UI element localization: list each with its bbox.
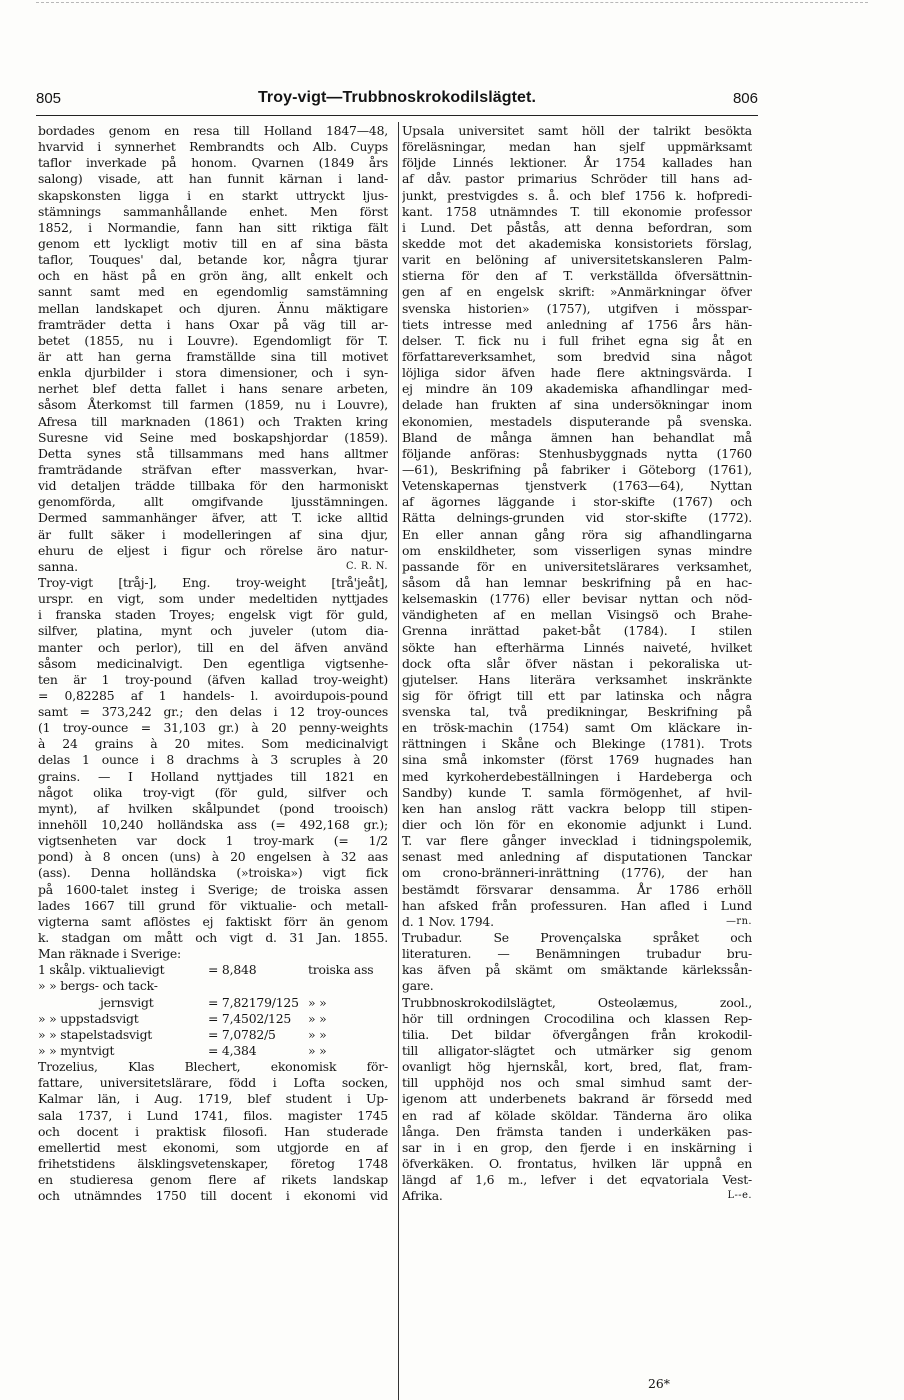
text-line: hör till ordningen Crocodilina och klassen Rep- [402, 1010, 752, 1026]
text-line: längd af 1,6 m., lefver i det eqvatoriala Vest- [402, 1172, 752, 1188]
page-signature: 26* [648, 1376, 670, 1391]
text-line: Kalmar län, i Aug. 1719, blef student i Up- [38, 1091, 388, 1107]
weight-table-row: » » uppstadsvigt = 7,4502/125 » » [38, 1010, 327, 1026]
text-line: bordades genom en resa till Holland 1847—48, [38, 123, 388, 138]
text-line: kelsemaskin (1776) eller bevisar nyttan och nöd- [402, 591, 752, 607]
text-line: till alligator-slägtet och utmärker sig genom [402, 1043, 752, 1059]
text-line: vid detaljen trädde tillbaka för den harmoniskt [38, 478, 388, 494]
text-line: Afrika. L--e. [402, 1188, 752, 1204]
text-line: passande för en universitetslärares verksamhet, [402, 558, 752, 574]
text-line: dier och lön för en ekonomie adjunkt i Lund. [402, 817, 752, 833]
author-signature: C. R. N. [345, 560, 388, 572]
text-line: (1 troy-ounce = 31,103 gr.) à 20 penny-weights [38, 720, 388, 736]
text-line: Upsala universitet samt höll der talrikt besökta [402, 123, 752, 138]
text-line: varit en belöning af universitetskansleren Palm- [402, 252, 752, 268]
text-line: k. stadgan om mått och vigt d. 31 Jan. 1855. [38, 930, 388, 946]
text-line: hvarvid i synnerhet Rembrandts och Alb. Cuyps [38, 139, 388, 155]
text-line: vändigheten af en mellan Visingsö och Brahe- [402, 607, 752, 623]
text-line: en trösk-machin (1754) samt Om kläckare in- [402, 720, 752, 736]
text-line: svenska tal, två predikningar, Beskrifning på [402, 704, 752, 720]
text-line: såsom då han lemnar beskrifning på en hac- [402, 574, 752, 590]
text-line: kas äfven på skämt om smäktande kärlekssån- [402, 962, 752, 978]
text-line: emellertid mest ekonomi, som utgjorde en af [38, 1139, 388, 1155]
text-line: stierna för den af T. verkställda öfversättnin- [402, 268, 752, 284]
text-line: en studieresa genom flere af rikets landskap [38, 1172, 388, 1188]
weight-table-row: » » myntvigt = 4,384 » » [38, 1043, 327, 1059]
entry-trubadur: Trubadur. Se Provençalska språket och [402, 930, 752, 946]
text-line: såsom medicinalvigt. Den egentliga vigtsenhe- [38, 655, 388, 671]
text-line: ekonomien, mestadels disputerande på svenska. [402, 413, 752, 429]
text-line: han afsked från professuren. Han afled i Lund [402, 897, 752, 913]
text-line: på 1600-talet insteg i Sverige; de troiska assen [38, 881, 388, 897]
text-line: i Lund. Det påstås, att denna befordran, som [402, 219, 752, 235]
weight-table-row: 1 skålp. viktualievigt = 8,848 troiska ass [38, 962, 374, 978]
text-line: dock ofta slår öfver nästan i pekoraliska ut- [402, 655, 752, 671]
text-line: fattare, universitetslärare, född i Lofta socken, [38, 1075, 388, 1091]
weight-table-row: » » stapelstadsvigt = 7,0782/5 » » [38, 1026, 327, 1042]
text-line: gare. [402, 978, 434, 994]
text-line: nerhet blef detta fallet i hans senare arbeten, [38, 381, 388, 397]
text-line: vigterna samt aflöstes ej faktiskt förr än genom [38, 913, 388, 929]
text-line: En eller annan gång röra sig afhandlingarna [402, 526, 752, 542]
author-signature: —rn. [726, 915, 752, 927]
text-line: långa. Den främsta tanden i underkäken pas- [402, 1123, 752, 1139]
text-line: literaturen. — Benämningen trubadur bru- [402, 946, 752, 962]
text-line: enkla djurbilder i stora dimensioner, och i syn- [38, 365, 388, 381]
text-line: Man räknade i Sverige: [38, 946, 182, 962]
text-line: innehöll 10,240 holländska ass (= 492,168 gr.); [38, 817, 388, 833]
text-line: bestämdt försvarar densamma. År 1786 erhöll [402, 881, 752, 897]
page-number-right: 806 [732, 90, 758, 107]
text-line: delas 1 ounce i 8 drachms à 3 scruples à 20 [38, 752, 388, 768]
text-line: af ägornes läggande i stor-skifte (1767) och [402, 494, 752, 510]
text-line: sar in i en grop, den fjerde i en inskärning i [402, 1139, 752, 1155]
text-line: i franska staden Troyes; engelsk vigt för guld, [38, 607, 388, 623]
text-line: taflor inverkade på honom. Qvarnen (1849 års [38, 155, 388, 171]
text-line: ten är 1 troy-pound (äfven kallad troy-weight) [38, 671, 388, 687]
text-line: genomförda, allt omgifvande ljusstämningen. [38, 494, 388, 510]
text-line: löjliga sidor äfven hade flere aktningsvärda. I [402, 365, 752, 381]
text-line: sökte han efterhärma Linnés naiveté, hvilket [402, 639, 752, 655]
text-line: samt = 373,242 gr.; den delas i 12 troy-ounces [38, 704, 388, 720]
entry-trozelius: Trozelius, Klas Blechert, ekonomisk för- [38, 1059, 388, 1075]
text-line: genom ett lyckligt motiv till en af sina bästa [38, 235, 388, 251]
text-line: grains. — I Holland nyttjades till 1821 en [38, 768, 388, 784]
text-line: lades 1667 till grund för viktualie- och metall- [38, 897, 388, 913]
text-line: vigtsenheten var dock 1 troy-mark (= 1/2 [38, 833, 388, 849]
text-line: med kyrkoherdebeställningen i Hardeberga och [402, 768, 752, 784]
text-line: gen af en engelsk skrift: »Anmärkningar öfver [402, 284, 752, 300]
text-line: ehuru de eljest i figur och rörelse äro natur- [38, 542, 388, 558]
text-line: = 0,82285 af 1 handels- l. avoirdupois-pound [38, 687, 388, 703]
text-line: öfverkäken. O. frontatus, hvilken lär uppnå en [402, 1156, 752, 1171]
text-line: ovanligt hög hjernskål, kort, bred, flat, fram- [402, 1059, 752, 1075]
weight-table-row: » » bergs- och tack- [38, 978, 158, 994]
text-line: Grenna inrättad paket-båt (1784). I stilen [402, 623, 752, 639]
text-line: tiets intresse med anledning af 1756 års hän- [402, 316, 752, 332]
text-line: och docent i praktisk filosofi. Han studerade [38, 1123, 388, 1139]
column-divider [398, 122, 399, 1400]
text-line: ej mindre än 109 akademiska afhandlingar med- [402, 381, 752, 397]
text-line: rättningen i Skåne och Blekinge (1781). Trots [402, 736, 752, 752]
text-line: junkt, prestvigdes s. å. och blef 1756 k. hofpredi- [402, 187, 752, 203]
text-line: följande anföras: Stenhusbyggnads nytta (1760 [402, 445, 752, 461]
text-line: sala 1737, i Lund 1741, filos. magister 1745 [38, 1107, 388, 1123]
text-line: Suresne vid Seine med boskapshjordar (1859). [38, 429, 388, 445]
text-line: skedde mot det akademiska konsistoriets förslag, [402, 235, 752, 251]
text-line: frihetstidens älsklingsvetenskaper, företog 1748 [38, 1156, 388, 1171]
weight-table-row: jernsvigt = 7,82179/125 » » [100, 994, 327, 1010]
left-column [38, 123, 388, 1204]
text-line: —61), Beskrifning på fabriker i Göteborg (1761), [402, 461, 752, 477]
text-line: Sandby) kunde T. samla förmögenhet, af hvil- [402, 784, 752, 800]
text-line: betet (1855, nu i Louvre). Egendomligt för T. [38, 332, 388, 348]
text-line: senast med anledning af disputationen Tanckar [402, 849, 752, 865]
text-line: taflor, Touques' dal, betande kor, några tjurar [38, 252, 388, 268]
text-line: är fullt säker i modelleringen af sina djur, [38, 526, 388, 542]
text-line: tilia. Det bildar öfvergången från krokodil- [402, 1026, 752, 1042]
text-line: något olika troy-vigt (för guld, silfver och [38, 784, 388, 800]
text-line: stämnings sammanhållande enhet. Men först [38, 203, 388, 219]
text-line: sannt samt med en egendomlig samstämning [38, 284, 388, 300]
text-line: ken han anslog rätt vackra belopp till stipen- [402, 800, 752, 816]
text-line: Vetenskapernas tjenstverk (1763—64), Nyttan [402, 478, 752, 494]
text-line: framträdande sträfvan efter massverkan, hvar- [38, 461, 388, 477]
text-line: sina små inkomster (först 1769 hugnades han [402, 752, 752, 768]
text-line: urspr. en vigt, som under medeltiden nyttjades [38, 591, 388, 607]
text-line: igenom att underbenets bakrand är försedd med [402, 1091, 752, 1107]
text-line: silfver, platina, mynt och juveler (utom dia- [38, 623, 388, 639]
text-line: mynt), af hvilken skålpundet (pond trooisch) [38, 800, 388, 816]
text-line: skapskonsten ligga i en starkt uttryckt ljus- [38, 187, 388, 203]
text-line: 1852, i Normandie, fann han sitt riktiga fält [38, 219, 388, 235]
text-line: sig för öfrigt till ett par latinska och några [402, 687, 752, 703]
text-line: och en häst på en grön äng, allt enkelt och [38, 268, 388, 284]
running-title: Troy-vigt—Trubbnoskrokodilslägtet. [257, 89, 537, 106]
text-line: delade han frukten af sina undersökningar inom [402, 397, 752, 413]
text-line: Afresa till marknaden (1861) och Trakten kring [38, 413, 388, 429]
text-line: svenska historien» (1757), utgifven i mösspar- [402, 300, 752, 316]
text-line: Dermed sammanhänger äfver, att T. icke alltid [38, 510, 388, 526]
text-line: à 24 grains à 20 mites. Som medicinalvigt [38, 736, 388, 752]
text-line: såsom Återkomst till farmen (1859, nu i Louvre), [38, 397, 388, 413]
text-line: manter och perlor), till en del äfven använd [38, 639, 388, 655]
text-line: af dåv. pastor primarius Schröder till hans ad- [402, 171, 752, 187]
page-header [36, 90, 758, 112]
text-line: gjutelser. Hans literära verksamhet inskränkte [402, 671, 752, 687]
page-number-left: 805 [36, 90, 62, 107]
right-column [402, 123, 752, 1204]
text-line: d. 1 Nov. 1794. —rn. [402, 913, 752, 929]
text-line: föreläsningar, medan han sjelf uppmärksamt [402, 139, 752, 155]
text-line: sanna. C. R. N. [38, 558, 388, 574]
author-signature: L--e. [727, 1190, 752, 1202]
text-line: pond) à 8 oncen (uns) à 20 engelsen à 32 aas [38, 849, 388, 865]
text-line: T. var flere gånger invecklad i tidningspolemik, [402, 833, 752, 849]
text-line: om crono-bränneri-inrättning (1776), der han [402, 865, 752, 881]
entry-troy-vigt: Troy-vigt [tråj-], Eng. troy-weight [trå'jeåt], [38, 574, 388, 590]
text-line: Bland de många ämnen han behandlat må [402, 429, 752, 445]
text-line: följde Linnés lektioner. År 1754 kallades han [402, 155, 752, 171]
text-line: författareverksamhet, som bredvid sina något [402, 348, 752, 364]
text-line: och utnämndes 1750 till docent i ekonomi vid [38, 1188, 388, 1204]
text-line: Detta synes stå tillsammans med hans alltmer [38, 445, 388, 461]
text-line: är att han gerna framställde sina till motivet [38, 348, 388, 364]
text-line: mellan landskapet och djuren. Ännu mäktigare [38, 300, 388, 316]
text-line: framträder detta i hans Oxar på väg till ar- [38, 316, 388, 332]
text-line: (ass). Denna holländska (»troiska») vigt fick [38, 865, 388, 881]
text-line: om enskildheter, som visserligen synas mindre [402, 542, 752, 558]
text-line: till upphöjd nos och smal simhud samt der- [402, 1075, 752, 1091]
text-line: kant. 1758 utnämndes T. till ekonomie professor [402, 203, 752, 219]
text-line: en rad af kölade sköldar. Tänderna äro olika [402, 1107, 752, 1123]
text-line: salong) visade, att han funnit kärnan i land- [38, 171, 388, 187]
text-line: Rätta delnings-grunden vid stor-skifte (1772). [402, 510, 752, 526]
entry-trubbnoskrokodilslagtet: Trubbnoskrokodilslägtet, Osteolæmus, zool., [402, 994, 752, 1010]
text-line: delser. T. fick nu i full frihet egna sig åt en [402, 332, 752, 348]
scan-edge-line [36, 2, 868, 3]
header-rule [36, 115, 758, 116]
